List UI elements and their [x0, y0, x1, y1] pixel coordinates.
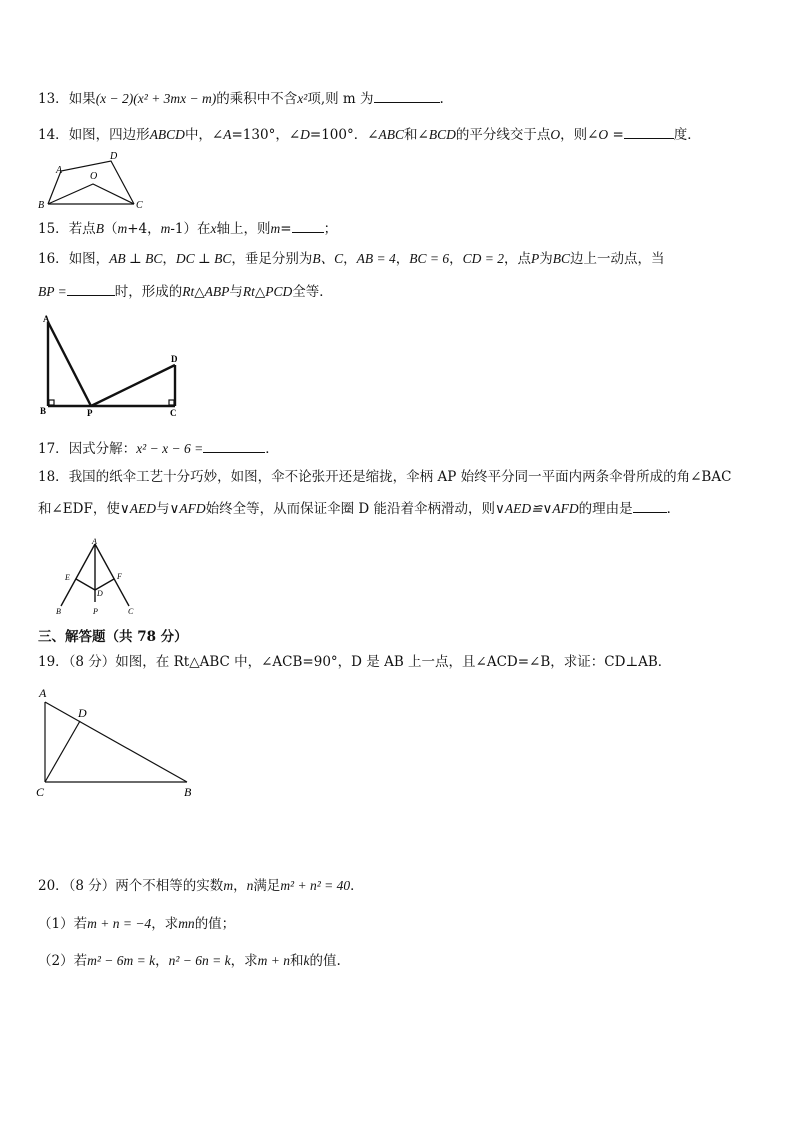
- question-20-part-2: [38, 951, 341, 971]
- q16-bp: BP =: [38, 284, 67, 299]
- q14-label-c: C: [136, 200, 143, 210]
- q14-text: =130°，∠: [231, 127, 301, 143]
- q18-label-d: D: [97, 589, 103, 598]
- q16-label-c: C: [170, 408, 177, 418]
- q16-text: 如图，: [68, 251, 110, 267]
- q15-text: -1）在: [170, 221, 211, 237]
- q16-label-p: P: [87, 408, 93, 418]
- q16-triangle: Rt△ABP: [182, 284, 230, 299]
- q16-side: BC: [552, 251, 570, 266]
- q18-congruence: ∨AED≌∨AFD: [495, 501, 579, 516]
- q14-answer-blank[interactable]: [624, 124, 674, 139]
- q18-label-a: A: [92, 537, 97, 546]
- q20-part2-label: （2）若: [38, 953, 88, 969]
- q16-label-b: B: [40, 406, 47, 416]
- q16-point-p: P: [530, 251, 540, 266]
- q20-text: 满足: [253, 878, 281, 894]
- q18-label-f: F: [117, 572, 122, 581]
- question-16-line-1: [38, 249, 664, 269]
- q14-end: 度．: [673, 127, 701, 143]
- q13-answer-blank[interactable]: [374, 88, 440, 103]
- q18-text: 和∠EDF，使: [38, 501, 120, 517]
- q18-umbrella-figure: [50, 536, 145, 618]
- q16-text: 与: [229, 284, 243, 300]
- q20-var-n: n: [246, 878, 254, 893]
- q16-condition: AB = 4: [356, 251, 396, 266]
- q18-text: 的理由是: [578, 501, 633, 517]
- q15-var-x: x: [210, 221, 217, 236]
- q14-label-a: A: [56, 165, 63, 176]
- question-13: [38, 88, 444, 109]
- question-17: [38, 438, 279, 459]
- q18-number: 18．: [38, 469, 69, 485]
- q15-text: 轴上，则: [216, 221, 271, 237]
- q20-part2-text: ，求: [230, 953, 258, 969]
- q14-quad-name: ABCD: [149, 127, 185, 142]
- q13-end: .: [439, 91, 444, 107]
- q13-term: x²: [297, 91, 308, 106]
- q17-end: ．: [265, 441, 279, 457]
- q15-end: ；: [323, 221, 338, 237]
- q18-answer-blank[interactable]: [633, 498, 667, 513]
- q14-angle-abc: ABC: [378, 127, 405, 142]
- q20-number: 20．（8 分）两个不相等的实数: [38, 878, 224, 894]
- q17-expression: x² − x − 6 =: [136, 441, 204, 456]
- q15-text: +4，: [127, 221, 161, 237]
- question-15: [38, 218, 337, 239]
- q15-text: （: [103, 221, 118, 237]
- q20-var-m: m: [223, 878, 234, 893]
- q15-var-m: m: [160, 221, 171, 236]
- q18-end: ．: [666, 501, 681, 517]
- q16-answer-blank[interactable]: [67, 281, 115, 296]
- question-20-part-1: [38, 914, 235, 934]
- q18-text: 与: [155, 501, 170, 517]
- q16-feet: B、C: [312, 251, 344, 266]
- q18-label-p: P: [93, 607, 98, 616]
- q18-triangle: ∨AFD: [169, 501, 206, 516]
- q17-text: 因式分解：: [68, 441, 137, 457]
- q16-text: ，垂足分别为: [231, 251, 313, 267]
- q18-text: 始终全等，从而保证伞圈 D 能沿着伞柄滑动，则: [205, 501, 496, 517]
- q15-var-m: m: [270, 221, 281, 236]
- question-16-line-2: [38, 281, 333, 302]
- q14-point-o: O: [550, 127, 561, 142]
- q13-number: 13．: [38, 91, 69, 107]
- q14-text: =100°．∠: [309, 127, 379, 143]
- q19-label-c: C: [36, 785, 45, 799]
- q14-text: 的平分线交于点: [455, 127, 551, 143]
- question-18-line-2: [38, 498, 680, 519]
- q20-part1-condition: m + n = −4: [87, 916, 152, 931]
- question-20: [38, 876, 364, 896]
- q16-condition: AB ⊥ BC: [109, 251, 163, 266]
- q20-part2-target: m + n: [257, 953, 290, 968]
- q20-part2-var-k: k: [303, 953, 310, 968]
- q20-part1-target: mn: [178, 916, 195, 931]
- q14-text: 如图，四边形: [68, 127, 150, 143]
- question-18-line-1: [38, 467, 731, 487]
- question-19: [38, 652, 671, 672]
- q16-condition: BC = 6: [409, 251, 450, 266]
- q14-number: 14．: [38, 127, 69, 143]
- q16-text: 为: [539, 251, 553, 267]
- q20-part1-end: 的值；: [194, 916, 236, 932]
- q14-angle-d: D: [300, 127, 310, 142]
- q14-text: ，则∠: [560, 127, 599, 143]
- q14-label-b: B: [38, 200, 45, 210]
- q18-label-b: B: [56, 607, 61, 616]
- q19-label-a: A: [39, 686, 47, 700]
- q14-angle-bcd: BCD: [428, 127, 456, 142]
- q20-part2-condition: m² − 6m = k: [87, 953, 156, 968]
- q14-text: 和∠: [404, 127, 429, 143]
- q20-part2-end: 的值.: [309, 953, 341, 969]
- q14-label-d: D: [110, 151, 118, 162]
- q18-label-e: E: [65, 573, 70, 582]
- q20-part1-label: （1）若: [38, 916, 88, 932]
- q14-point-o: O: [598, 127, 609, 142]
- q14-angle-a: A: [223, 127, 232, 142]
- q16-condition: DC ⊥ BC: [175, 251, 232, 266]
- q16-label-d: D: [171, 354, 178, 364]
- q14-quadrilateral-figure: [36, 148, 146, 210]
- q20-sep: ，: [233, 878, 247, 894]
- q15-var-m: m: [117, 221, 128, 236]
- q16-text: ，点: [503, 251, 531, 267]
- q15-text: =: [280, 221, 292, 237]
- q13-post: 项,则 m 为: [307, 91, 374, 107]
- q16-triangle: Rt△PCD: [242, 284, 293, 299]
- q18-label-c: C: [128, 607, 134, 616]
- q20-part2-condition: n² − 6n = k: [168, 953, 231, 968]
- q20-part2-sep: ，: [155, 953, 169, 969]
- q20-part2-and: 和: [289, 953, 304, 969]
- q14-text: 中，∠: [184, 127, 224, 143]
- q15-point-b: B: [95, 221, 104, 236]
- question-14: [38, 124, 701, 145]
- q15-answer-blank[interactable]: [292, 218, 324, 233]
- q16-sep: ，: [449, 251, 463, 267]
- q13-expression: (x − 2)(x² + 3mx − m): [95, 91, 217, 106]
- q14-label-o: O: [90, 171, 98, 182]
- q16-text: 时，形成的: [114, 284, 183, 300]
- q16-triangles-figure: [36, 312, 186, 422]
- q14-text: =: [608, 127, 624, 143]
- q18-triangle: ∨AED: [119, 501, 156, 516]
- q20-end: ．: [350, 878, 364, 894]
- q13-pre: 如果: [68, 91, 96, 107]
- q16-sep: ，: [343, 251, 357, 267]
- q18-text: 我国的纸伞工艺十分巧妙，如图，伞不论张开还是缩拢，伞柄 AP 始终平分同一平面内两条伞骨所成的角∠BAC: [68, 469, 732, 485]
- q15-number: 15．: [38, 221, 69, 237]
- q20-part1-text: ，求: [151, 916, 179, 932]
- q17-answer-blank[interactable]: [203, 438, 265, 453]
- q15-text: 若点: [68, 221, 96, 237]
- q19-text: 19．（8 分）如图，在 Rt△ABC 中，∠ACB=90°，D 是 AB 上一点，且∠ACD=∠B，求证：CD⊥AB．: [38, 654, 672, 670]
- q13-mid: 的乘积中不含: [216, 91, 298, 107]
- q16-end: 全等．: [292, 284, 333, 300]
- q20-condition: m² + n² = 40: [280, 878, 351, 893]
- section-heading: 三、解答题（共 78 分）: [38, 629, 188, 645]
- q17-number: 17．: [38, 441, 69, 457]
- q16-text: 边上一动点，当: [569, 251, 665, 267]
- q16-sep: ，: [395, 251, 410, 267]
- q16-label-a: A: [43, 314, 50, 324]
- q16-number: 16．: [38, 251, 69, 267]
- q16-sep: ，: [162, 251, 176, 267]
- q19-triangle-figure: [34, 684, 204, 802]
- q16-condition: CD = 2: [462, 251, 504, 266]
- q19-label-d: D: [78, 706, 87, 720]
- q19-label-b: B: [184, 785, 192, 799]
